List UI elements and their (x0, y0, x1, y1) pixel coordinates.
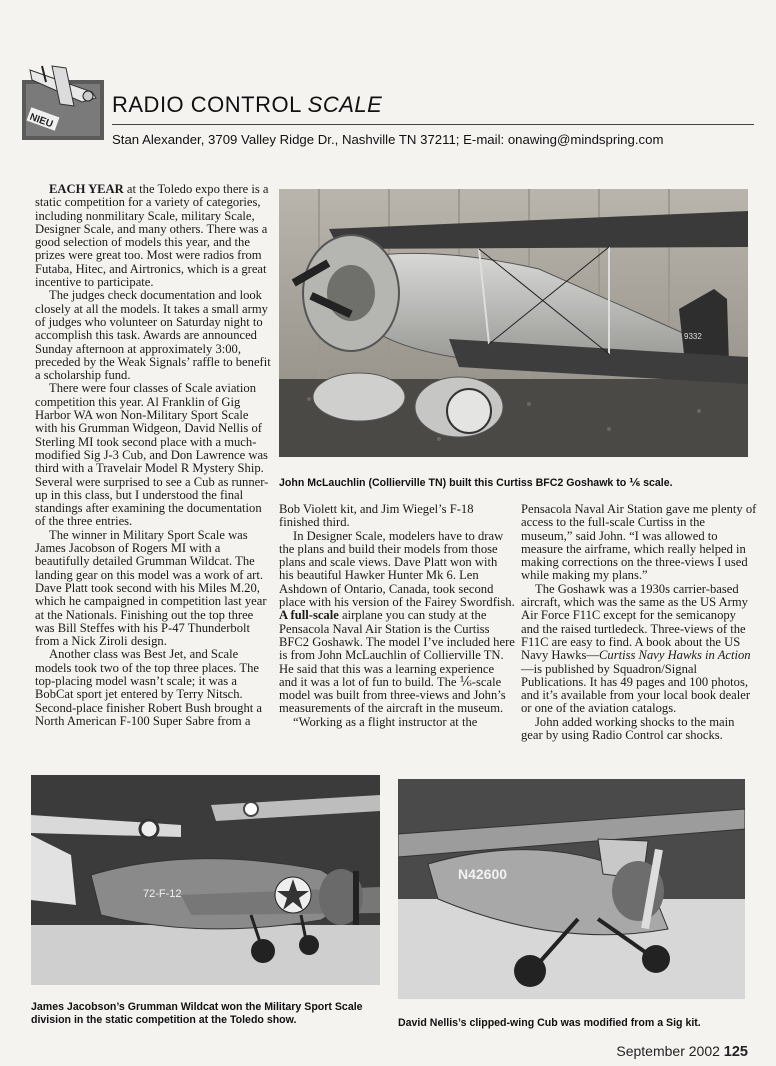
goshawk-caption: John McLauchlin (Collierville TN) built this Curtiss BFC2 Goshawk to ⅙ scale. (279, 477, 673, 489)
article-paragraph (35, 289, 273, 382)
paragraph-text: airplane you can study at the Pensacola Naval Air Station is the Curtiss BFC2 Goshawk. The model I’ve included here is from John McLauchlin of Collierville TN. He said that this was a learning experience and it was a lot of fun to build. The ⅙-scale model was built from three-views and John’s measurements of the aircraft in the museum. (279, 608, 515, 716)
paragraph-text: The winner in Military Sport Scale was James Jacobson of Rogers MI with a beautifully detailed Grumman Wildcat. The landing gear on this model was a work of art. Dave Platt took second with his Miles M.20, which he campaigned in competition last year at the Nationals. Finishing out the top three was Bill Steffes with his P-47 Thunderbolt from a Nick Ziroli design. (35, 527, 267, 649)
cub-caption: David Nellis’s clipped-wing Cub was modified from a Sig kit. (398, 1017, 701, 1029)
article-column-1 (35, 183, 273, 728)
page-number: 125 (723, 1044, 748, 1060)
issue-date: September 2002 (616, 1043, 720, 1059)
paragraph-text: “Working as a flight instructor at the (293, 714, 478, 729)
wildcat-marking: 72-F-12 (143, 888, 182, 900)
article-paragraph (279, 503, 515, 530)
article-paragraph (279, 609, 515, 715)
goshawk-marking: 9332 (684, 332, 702, 341)
paragraph-text: The judges check documentation and look closely at all the models. It takes a small army of judges who volunteer on Saturday night to accomplish this task. Awards are announced Sunday afternoon at approximately 3:00, preceded by the Weak Signals’ raffle to benefit a scholarship fund. (35, 288, 271, 383)
article-paragraph (279, 716, 515, 729)
paragraph-text: Pensacola Naval Air Station gave me plenty of access to the full-scale Curtiss in the museum,” said John. “I was allowed to measure the airframe, which really helped in making corrections on the three-views I used while making my plans.” (521, 502, 757, 583)
paragraph-text: John added working shocks to the main gear by using Radio Control car shocks. (521, 714, 735, 743)
article-paragraph (35, 183, 273, 289)
paragraph-lead: A full-scale (279, 608, 339, 623)
wildcat-caption: James Jacobson’s Grumman Wildcat won the Military Sport Scale division in the static competition at the Toledo show. (31, 1001, 363, 1026)
column-title (112, 92, 382, 118)
paragraph-text: There were four classes of Scale aviation competition this year. Al Franklin of Gig Harbor WA won Non-Military Sport Scale with his Grumman Widgeon, David Nellis of Sterling MI took second place with a much-modified Sig J-3 Cub, and Don Lawrence was third with a Travelair Model R Mystery Ship. Several were surprised to see a Cub as runner-up in this class, but I understood the final standings after examining the documentation of the three entries. (35, 381, 269, 529)
article-paragraph (521, 583, 757, 716)
column-logo (22, 62, 104, 140)
wildcat-photo (31, 775, 380, 985)
paragraph-text: Another class was Best Jet, and Scale models took two of the top three places. The top-placing model wasn’t scale; it was a BobCat sport jet entered by Terry Nitsch. Second-place finisher Robert Bush brought a North American F-100 Super Sabre from a (35, 647, 262, 728)
title-rule (112, 124, 754, 125)
paragraph-text: The Goshawk was a 1930s carrier-based aircraft, which was the same as the US Army Air Force F11C except for the semicanopy and the raised turtledeck. Three-views of the F11C are easy to find. A book about the US Navy Hawks— (521, 581, 748, 663)
article-paragraph (35, 529, 273, 649)
article-column-3 (521, 503, 757, 742)
paragraph-lead: EACH YEAR (49, 182, 124, 196)
paragraph-text: In Designer Scale, modelers have to draw the plans and build their models from those plans and scale views. Dave Platt won with his beautiful Hawker Hunter Mk 6. Len Ashdown of Ontario, Canada, took second place with his version of the Fairey Swordfish. (279, 528, 515, 610)
goshawk-photo (279, 189, 748, 457)
article-paragraph (35, 382, 273, 528)
article-paragraph (521, 503, 757, 583)
article-paragraph (279, 530, 515, 610)
article-paragraph (521, 716, 757, 743)
paragraph-text-cont: —is published by Squadron/Signal Publications. It has 49 pages and 100 photos, and it’s available from your local book dealer or one of the aviation catalogs. (521, 661, 751, 716)
paragraph-text: Bob Violett kit, and Jim Wiegel’s F-18 finished third. (279, 502, 474, 530)
article-column-2 (279, 503, 515, 729)
page-folio (616, 1043, 748, 1060)
cub-marking: N42600 (458, 866, 508, 882)
column-title-scale: SCALE (307, 92, 383, 117)
column-title-main: RADIO CONTROL (112, 92, 302, 117)
book-title: Curtiss Navy Hawks in Action (599, 648, 751, 663)
cub-photo (398, 779, 745, 999)
article-paragraph (35, 648, 273, 728)
logo-text: NIEU (28, 111, 55, 131)
paragraph-text: at the Toledo expo there is a static competition for a variety of categories, including nonmilitary Scale, military Scale, Designer Scale, and many others. There was a good selection of models this year, and the prizes were great too. Most were radios from Futaba, Hitec, and Airtronics, which is a great incentive to participate. (35, 182, 269, 290)
byline: Stan Alexander, 3709 Valley Ridge Dr., Nashville TN 37211; E-mail: onawing@mindspring.com (112, 132, 664, 147)
